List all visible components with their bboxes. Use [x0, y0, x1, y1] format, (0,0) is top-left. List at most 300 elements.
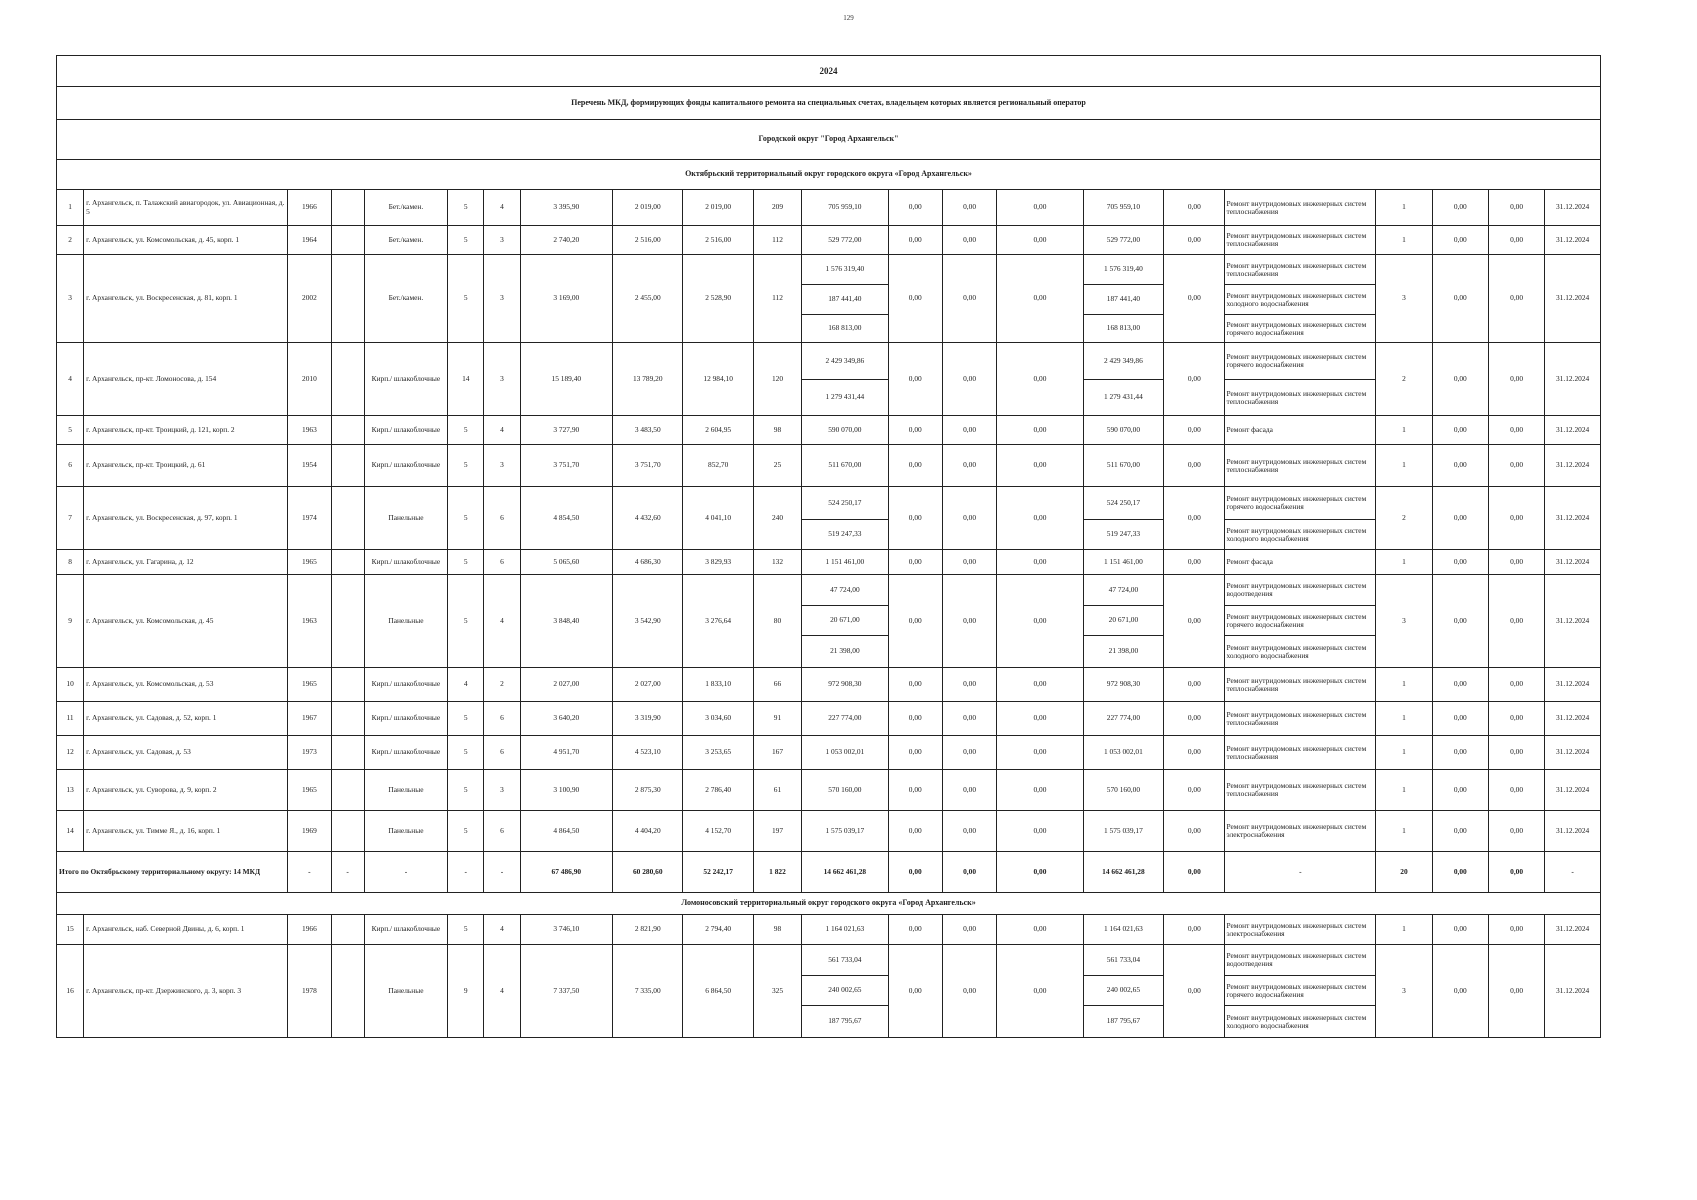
- build-year-cell: 1963: [288, 416, 331, 445]
- cost-total-cell: 529 772,00: [802, 226, 888, 255]
- end-date-cell: 31.12.2024: [1545, 736, 1601, 770]
- build-year-cell: 1966: [288, 190, 331, 226]
- fund-6-cell: 0,00: [1488, 487, 1544, 550]
- row-number: 12: [57, 736, 84, 770]
- area-a-cell: 4 523,10: [613, 736, 683, 770]
- empty-cell: [331, 811, 364, 852]
- work-count-cell: 1: [1376, 915, 1432, 945]
- fund-1-cell: 0,00: [888, 736, 942, 770]
- owners-funds-cell: 47 724,00: [1083, 575, 1163, 606]
- work-count-cell: 2: [1376, 343, 1432, 416]
- cost-total-cell: 1 164 021,63: [802, 915, 888, 945]
- cost-total-cell: 1 279 431,44: [802, 380, 888, 416]
- fund-3-cell: 0,00: [997, 550, 1083, 575]
- row-number: 6: [57, 445, 84, 487]
- end-date-cell: 31.12.2024: [1545, 668, 1601, 702]
- owners-funds-cell: 1 164 021,63: [1083, 915, 1163, 945]
- total-area-cell: 7 337,50: [520, 945, 613, 1038]
- residents-cell: 325: [753, 945, 801, 1038]
- work-count-cell: 3: [1376, 255, 1432, 343]
- fund-4-cell: 0,00: [1164, 445, 1225, 487]
- area-b-cell: 1 833,10: [683, 668, 753, 702]
- wall-material-cell: Кирп./ шлакоблочные: [364, 445, 447, 487]
- fund-2-cell: 0,00: [942, 550, 996, 575]
- work-count-cell: 1: [1376, 702, 1432, 736]
- work-type-cell: Ремонт фасада: [1225, 416, 1376, 445]
- total-area-cell: 3 100,90: [520, 770, 613, 811]
- owners-funds-cell: 570 160,00: [1083, 770, 1163, 811]
- work-type-cell: Ремонт внутридомовых инженерных систем горячего водоснабжения: [1225, 606, 1376, 636]
- empty-cell: [331, 445, 364, 487]
- row-number: 8: [57, 550, 84, 575]
- work-type-cell: Ремонт внутридомовых инженерных систем холодного водоснабжения: [1225, 285, 1376, 315]
- area-b-cell: 12 984,10: [683, 343, 753, 416]
- total-area-cell: 3 395,90: [520, 190, 613, 226]
- cost-total-cell: 1 151 461,00: [802, 550, 888, 575]
- fund-6-cell: 0,00: [1488, 445, 1544, 487]
- total-f1-cell: 0,00: [888, 852, 942, 893]
- build-year-cell: 2002: [288, 255, 331, 343]
- owners-funds-cell: 524 250,17: [1083, 487, 1163, 520]
- total-area-cell: 15 189,40: [520, 343, 613, 416]
- area-a-cell: 2 455,00: [613, 255, 683, 343]
- owners-funds-cell: 511 670,00: [1083, 445, 1163, 487]
- work-type-cell: Ремонт внутридомовых инженерных систем теплоснабжения: [1225, 736, 1376, 770]
- fund-2-cell: 0,00: [942, 445, 996, 487]
- address-cell: г. Архангельск, пр-кт. Дзержинского, д. 3, корп. 3: [84, 945, 288, 1038]
- fund-5-cell: 0,00: [1432, 945, 1488, 1038]
- empty-cell: [331, 915, 364, 945]
- entrances-cell: 4: [484, 416, 520, 445]
- work-type-cell: Ремонт внутридомовых инженерных систем теплоснабжения: [1225, 668, 1376, 702]
- residents-cell: 240: [753, 487, 801, 550]
- entrances-cell: 3: [484, 255, 520, 343]
- owners-funds-cell: 168 813,00: [1083, 315, 1163, 343]
- fund-2-cell: 0,00: [942, 736, 996, 770]
- end-date-cell: 31.12.2024: [1545, 811, 1601, 852]
- build-year-cell: 1963: [288, 575, 331, 668]
- area-a-cell: 2 875,30: [613, 770, 683, 811]
- row-number: 9: [57, 575, 84, 668]
- empty-cell: [331, 255, 364, 343]
- floors-cell: 5: [448, 702, 484, 736]
- fund-6-cell: 0,00: [1488, 736, 1544, 770]
- build-year-cell: 1974: [288, 487, 331, 550]
- fund-2-cell: 0,00: [942, 668, 996, 702]
- fund-1-cell: 0,00: [888, 668, 942, 702]
- owners-funds-cell: 21 398,00: [1083, 636, 1163, 668]
- total-label: Итого по Октябрьскому территориальному округу: 14 МКД: [57, 852, 288, 893]
- entrances-cell: 3: [484, 445, 520, 487]
- end-date-cell: 31.12.2024: [1545, 343, 1601, 416]
- fund-1-cell: 0,00: [888, 445, 942, 487]
- work-count-cell: 3: [1376, 945, 1432, 1038]
- list-title: Перечень МКД, формирующих фонды капитального ремонта на специальных счетах, владельцем которых является региональный оператор: [57, 87, 1601, 120]
- cost-total-cell: 20 671,00: [802, 606, 888, 636]
- district-header-october: Октябрьский территориальный округ городского округа «Город Архангельск»: [57, 160, 1601, 190]
- total-f4-cell: 0,00: [1164, 852, 1225, 893]
- work-type-cell: Ремонт внутридомовых инженерных систем теплоснабжения: [1225, 190, 1376, 226]
- fund-6-cell: 0,00: [1488, 915, 1544, 945]
- area-b-cell: 6 864,50: [683, 945, 753, 1038]
- wall-material-cell: Бет./камен.: [364, 226, 447, 255]
- work-type-cell: Ремонт внутридомовых инженерных систем холодного водоснабжения: [1225, 636, 1376, 668]
- end-date-cell: 31.12.2024: [1545, 416, 1601, 445]
- fund-4-cell: 0,00: [1164, 255, 1225, 343]
- fund-2-cell: 0,00: [942, 945, 996, 1038]
- fund-1-cell: 0,00: [888, 702, 942, 736]
- fund-2-cell: 0,00: [942, 915, 996, 945]
- row-number: 1: [57, 190, 84, 226]
- total-work-cell: -: [1225, 852, 1376, 893]
- wall-material-cell: Панельные: [364, 575, 447, 668]
- table-row: [57, 811, 1601, 852]
- total-f3-cell: 0,00: [997, 852, 1083, 893]
- fund-4-cell: 0,00: [1164, 226, 1225, 255]
- build-year-cell: 1965: [288, 668, 331, 702]
- fund-3-cell: 0,00: [997, 575, 1083, 668]
- total-area-cell: 3 751,70: [520, 445, 613, 487]
- work-count-cell: 3: [1376, 575, 1432, 668]
- owners-funds-cell: 1 575 039,17: [1083, 811, 1163, 852]
- area-b-cell: 4 041,10: [683, 487, 753, 550]
- table-row: [57, 575, 1601, 606]
- area-a-cell: 7 335,00: [613, 945, 683, 1038]
- total-area-cell: 2 027,00: [520, 668, 613, 702]
- residents-cell: 132: [753, 550, 801, 575]
- fund-3-cell: 0,00: [997, 255, 1083, 343]
- cost-total-cell: 705 959,10: [802, 190, 888, 226]
- build-year-cell: 2010: [288, 343, 331, 416]
- total-area-cell: 4 864,50: [520, 811, 613, 852]
- table-row: [57, 915, 1601, 945]
- floors-cell: 5: [448, 190, 484, 226]
- area-a-cell: 3 542,90: [613, 575, 683, 668]
- fund-5-cell: 0,00: [1432, 702, 1488, 736]
- row-number: 14: [57, 811, 84, 852]
- fund-5-cell: 0,00: [1432, 255, 1488, 343]
- fund-4-cell: 0,00: [1164, 487, 1225, 550]
- cost-total-cell: 240 002,65: [802, 976, 888, 1006]
- fund-4-cell: 0,00: [1164, 811, 1225, 852]
- fund-3-cell: 0,00: [997, 445, 1083, 487]
- empty-cell: [331, 945, 364, 1038]
- floors-cell: 5: [448, 255, 484, 343]
- total-area-cell: 3 640,20: [520, 702, 613, 736]
- address-cell: г. Архангельск, ул. Садовая, д. 53: [84, 736, 288, 770]
- total-entrances-cell: -: [484, 852, 520, 893]
- total-year-cell: -: [288, 852, 331, 893]
- table-row: [57, 190, 1601, 226]
- build-year-cell: 1978: [288, 945, 331, 1038]
- fund-5-cell: 0,00: [1432, 550, 1488, 575]
- fund-5-cell: 0,00: [1432, 575, 1488, 668]
- total-area-a-cell: 60 280,60: [613, 852, 683, 893]
- residents-cell: 209: [753, 190, 801, 226]
- fund-4-cell: 0,00: [1164, 770, 1225, 811]
- area-b-cell: 2 794,40: [683, 915, 753, 945]
- total-owners-cell: 14 662 461,28: [1083, 852, 1163, 893]
- owners-funds-cell: 187 795,67: [1083, 1006, 1163, 1038]
- table-row: [57, 945, 1601, 976]
- fund-5-cell: 0,00: [1432, 736, 1488, 770]
- work-type-cell: Ремонт фасада: [1225, 550, 1376, 575]
- total-row: [57, 852, 1601, 893]
- empty-cell: [331, 550, 364, 575]
- end-date-cell: 31.12.2024: [1545, 575, 1601, 668]
- address-cell: г. Архангельск, пр-кт. Ломоносова, д. 154: [84, 343, 288, 416]
- row-number: 7: [57, 487, 84, 550]
- entrances-cell: 4: [484, 190, 520, 226]
- fund-5-cell: 0,00: [1432, 190, 1488, 226]
- build-year-cell: 1954: [288, 445, 331, 487]
- fund-3-cell: 0,00: [997, 343, 1083, 416]
- fund-1-cell: 0,00: [888, 416, 942, 445]
- floors-cell: 5: [448, 811, 484, 852]
- entrances-cell: 2: [484, 668, 520, 702]
- row-number: 16: [57, 945, 84, 1038]
- entrances-cell: 3: [484, 343, 520, 416]
- build-year-cell: 1967: [288, 702, 331, 736]
- fund-2-cell: 0,00: [942, 770, 996, 811]
- area-b-cell: 2 604,95: [683, 416, 753, 445]
- fund-3-cell: 0,00: [997, 487, 1083, 550]
- table-row: [57, 702, 1601, 736]
- end-date-cell: 31.12.2024: [1545, 487, 1601, 550]
- cost-total-cell: 1 053 002,01: [802, 736, 888, 770]
- empty-cell: [331, 226, 364, 255]
- work-type-cell: Ремонт внутридомовых инженерных систем горячего водоснабжения: [1225, 976, 1376, 1006]
- end-date-cell: 31.12.2024: [1545, 915, 1601, 945]
- fund-2-cell: 0,00: [942, 487, 996, 550]
- area-b-cell: 3 253,65: [683, 736, 753, 770]
- fund-3-cell: 0,00: [997, 668, 1083, 702]
- owners-funds-cell: 1 053 002,01: [1083, 736, 1163, 770]
- fund-6-cell: 0,00: [1488, 226, 1544, 255]
- cost-total-cell: 47 724,00: [802, 575, 888, 606]
- row-number: 5: [57, 416, 84, 445]
- fund-2-cell: 0,00: [942, 190, 996, 226]
- residents-cell: 61: [753, 770, 801, 811]
- floors-cell: 5: [448, 736, 484, 770]
- area-a-cell: 3 483,50: [613, 416, 683, 445]
- area-a-cell: 2 027,00: [613, 668, 683, 702]
- area-a-cell: 3 751,70: [613, 445, 683, 487]
- cost-total-cell: 2 429 349,86: [802, 343, 888, 380]
- empty-cell: [331, 190, 364, 226]
- area-a-cell: 4 404,20: [613, 811, 683, 852]
- work-type-cell: Ремонт внутридомовых инженерных систем водоотведения: [1225, 575, 1376, 606]
- row-number: 11: [57, 702, 84, 736]
- total-f2-cell: 0,00: [942, 852, 996, 893]
- work-count-cell: 1: [1376, 445, 1432, 487]
- page-number: 129: [843, 14, 854, 22]
- area-a-cell: 13 789,20: [613, 343, 683, 416]
- wall-material-cell: Кирп./ шлакоблочные: [364, 915, 447, 945]
- cost-total-cell: 561 733,04: [802, 945, 888, 976]
- area-b-cell: 2 516,00: [683, 226, 753, 255]
- owners-funds-cell: 1 151 461,00: [1083, 550, 1163, 575]
- owners-funds-cell: 240 002,65: [1083, 976, 1163, 1006]
- floors-cell: 5: [448, 575, 484, 668]
- area-a-cell: 3 319,90: [613, 702, 683, 736]
- fund-6-cell: 0,00: [1488, 575, 1544, 668]
- address-cell: г. Архангельск, ул. Комсомольская, д. 45, корп. 1: [84, 226, 288, 255]
- empty-cell: [331, 487, 364, 550]
- fund-6-cell: 0,00: [1488, 770, 1544, 811]
- fund-3-cell: 0,00: [997, 416, 1083, 445]
- area-a-cell: 2 019,00: [613, 190, 683, 226]
- fund-6-cell: 0,00: [1488, 945, 1544, 1038]
- table-row: [57, 416, 1601, 445]
- area-b-cell: 2 528,90: [683, 255, 753, 343]
- address-cell: г. Архангельск, ул. Воскресенская, д. 97, корп. 1: [84, 487, 288, 550]
- empty-cell: [331, 575, 364, 668]
- owners-funds-cell: 529 772,00: [1083, 226, 1163, 255]
- table-row: [57, 255, 1601, 285]
- fund-1-cell: 0,00: [888, 575, 942, 668]
- row-number: 3: [57, 255, 84, 343]
- work-type-cell: Ремонт внутридомовых инженерных систем электроснабжения: [1225, 811, 1376, 852]
- fund-6-cell: 0,00: [1488, 190, 1544, 226]
- address-cell: г. Архангельск, ул. Комсомольская, д. 45: [84, 575, 288, 668]
- fund-5-cell: 0,00: [1432, 445, 1488, 487]
- total-date-cell: -: [1545, 852, 1601, 893]
- empty-cell: [331, 702, 364, 736]
- wall-material-cell: Кирп./ шлакоблочные: [364, 668, 447, 702]
- work-type-cell: Ремонт внутридомовых инженерных систем теплоснабжения: [1225, 702, 1376, 736]
- entrances-cell: 3: [484, 770, 520, 811]
- work-count-cell: 1: [1376, 770, 1432, 811]
- cost-total-cell: 227 774,00: [802, 702, 888, 736]
- owners-funds-cell: 20 671,00: [1083, 606, 1163, 636]
- residents-cell: 80: [753, 575, 801, 668]
- fund-5-cell: 0,00: [1432, 416, 1488, 445]
- fund-1-cell: 0,00: [888, 343, 942, 416]
- fund-3-cell: 0,00: [997, 226, 1083, 255]
- build-year-cell: 1969: [288, 811, 331, 852]
- fund-5-cell: 0,00: [1432, 915, 1488, 945]
- capital-repair-table: [56, 55, 1601, 1038]
- year-header: 2024: [57, 56, 1601, 87]
- fund-6-cell: 0,00: [1488, 255, 1544, 343]
- table-row: [57, 445, 1601, 487]
- fund-1-cell: 0,00: [888, 811, 942, 852]
- fund-5-cell: 0,00: [1432, 811, 1488, 852]
- address-cell: г. Архангельск, ул. Воскресенская, д. 81, корп. 1: [84, 255, 288, 343]
- end-date-cell: 31.12.2024: [1545, 550, 1601, 575]
- owners-funds-cell: 972 908,30: [1083, 668, 1163, 702]
- owners-funds-cell: 187 441,40: [1083, 285, 1163, 315]
- end-date-cell: 31.12.2024: [1545, 770, 1601, 811]
- fund-1-cell: 0,00: [888, 190, 942, 226]
- fund-2-cell: 0,00: [942, 575, 996, 668]
- work-type-cell: Ремонт внутридомовых инженерных систем холодного водоснабжения: [1225, 1006, 1376, 1038]
- fund-5-cell: 0,00: [1432, 770, 1488, 811]
- work-type-cell: Ремонт внутридомовых инженерных систем холодного водоснабжения: [1225, 520, 1376, 550]
- total-area-cell: 3 848,40: [520, 575, 613, 668]
- empty-cell: [331, 416, 364, 445]
- address-cell: г. Архангельск, ул. Комсомольская, д. 53: [84, 668, 288, 702]
- build-year-cell: 1973: [288, 736, 331, 770]
- fund-6-cell: 0,00: [1488, 668, 1544, 702]
- work-count-cell: 2: [1376, 487, 1432, 550]
- cost-total-cell: 590 070,00: [802, 416, 888, 445]
- total-area-total-cell: 67 486,90: [520, 852, 613, 893]
- work-count-cell: 1: [1376, 811, 1432, 852]
- row-number: 15: [57, 915, 84, 945]
- owners-funds-cell: 1 576 319,40: [1083, 255, 1163, 285]
- owners-funds-cell: 519 247,33: [1083, 520, 1163, 550]
- empty-cell: [331, 770, 364, 811]
- district-header-lomonosov: Ломоносовский территориальный округ городского округа «Город Архангельск»: [57, 893, 1601, 915]
- end-date-cell: 31.12.2024: [1545, 445, 1601, 487]
- wall-material-cell: Кирп./ шлакоблочные: [364, 736, 447, 770]
- wall-material-cell: Бет./камен.: [364, 190, 447, 226]
- work-type-cell: Ремонт внутридомовых инженерных систем водоотведения: [1225, 945, 1376, 976]
- area-b-cell: 2 786,40: [683, 770, 753, 811]
- fund-4-cell: 0,00: [1164, 702, 1225, 736]
- end-date-cell: 31.12.2024: [1545, 702, 1601, 736]
- residents-cell: 66: [753, 668, 801, 702]
- fund-4-cell: 0,00: [1164, 190, 1225, 226]
- fund-3-cell: 0,00: [997, 190, 1083, 226]
- table-row: [57, 550, 1601, 575]
- cost-total-cell: 570 160,00: [802, 770, 888, 811]
- area-b-cell: 852,70: [683, 445, 753, 487]
- address-cell: г. Архангельск, п. Талажский авиагородок, ул. Авиационная, д. 5: [84, 190, 288, 226]
- empty-cell: [331, 343, 364, 416]
- fund-2-cell: 0,00: [942, 343, 996, 416]
- residents-cell: 167: [753, 736, 801, 770]
- city-header: Городской округ "Город Архангельск": [57, 120, 1601, 160]
- entrances-cell: 4: [484, 915, 520, 945]
- total-area-cell: 3 746,10: [520, 915, 613, 945]
- owners-funds-cell: 1 279 431,44: [1083, 380, 1163, 416]
- end-date-cell: 31.12.2024: [1545, 226, 1601, 255]
- entrances-cell: 3: [484, 226, 520, 255]
- fund-5-cell: 0,00: [1432, 668, 1488, 702]
- end-date-cell: 31.12.2024: [1545, 945, 1601, 1038]
- fund-3-cell: 0,00: [997, 915, 1083, 945]
- cost-total-cell: 1 576 319,40: [802, 255, 888, 285]
- area-a-cell: 4 432,60: [613, 487, 683, 550]
- total-floors-cell: -: [448, 852, 484, 893]
- total-residents-cell: 1 822: [753, 852, 801, 893]
- wall-material-cell: Кирп./ шлакоблочные: [364, 550, 447, 575]
- cost-total-cell: 524 250,17: [802, 487, 888, 520]
- cost-total-cell: 1 575 039,17: [802, 811, 888, 852]
- build-year-cell: 1965: [288, 550, 331, 575]
- total-work-count-cell: 20: [1376, 852, 1432, 893]
- floors-cell: 14: [448, 343, 484, 416]
- cost-total-cell: 187 795,67: [802, 1006, 888, 1038]
- wall-material-cell: Бет./камен.: [364, 255, 447, 343]
- table-row: [57, 668, 1601, 702]
- work-count-cell: 1: [1376, 190, 1432, 226]
- area-a-cell: 2 821,90: [613, 915, 683, 945]
- area-b-cell: 3 034,60: [683, 702, 753, 736]
- empty-cell: [331, 736, 364, 770]
- entrances-cell: 6: [484, 487, 520, 550]
- residents-cell: 98: [753, 915, 801, 945]
- floors-cell: 5: [448, 915, 484, 945]
- floors-cell: 5: [448, 487, 484, 550]
- work-type-cell: Ремонт внутридомовых инженерных систем теплоснабжения: [1225, 380, 1376, 416]
- fund-4-cell: 0,00: [1164, 736, 1225, 770]
- entrances-cell: 6: [484, 811, 520, 852]
- wall-material-cell: Панельные: [364, 945, 447, 1038]
